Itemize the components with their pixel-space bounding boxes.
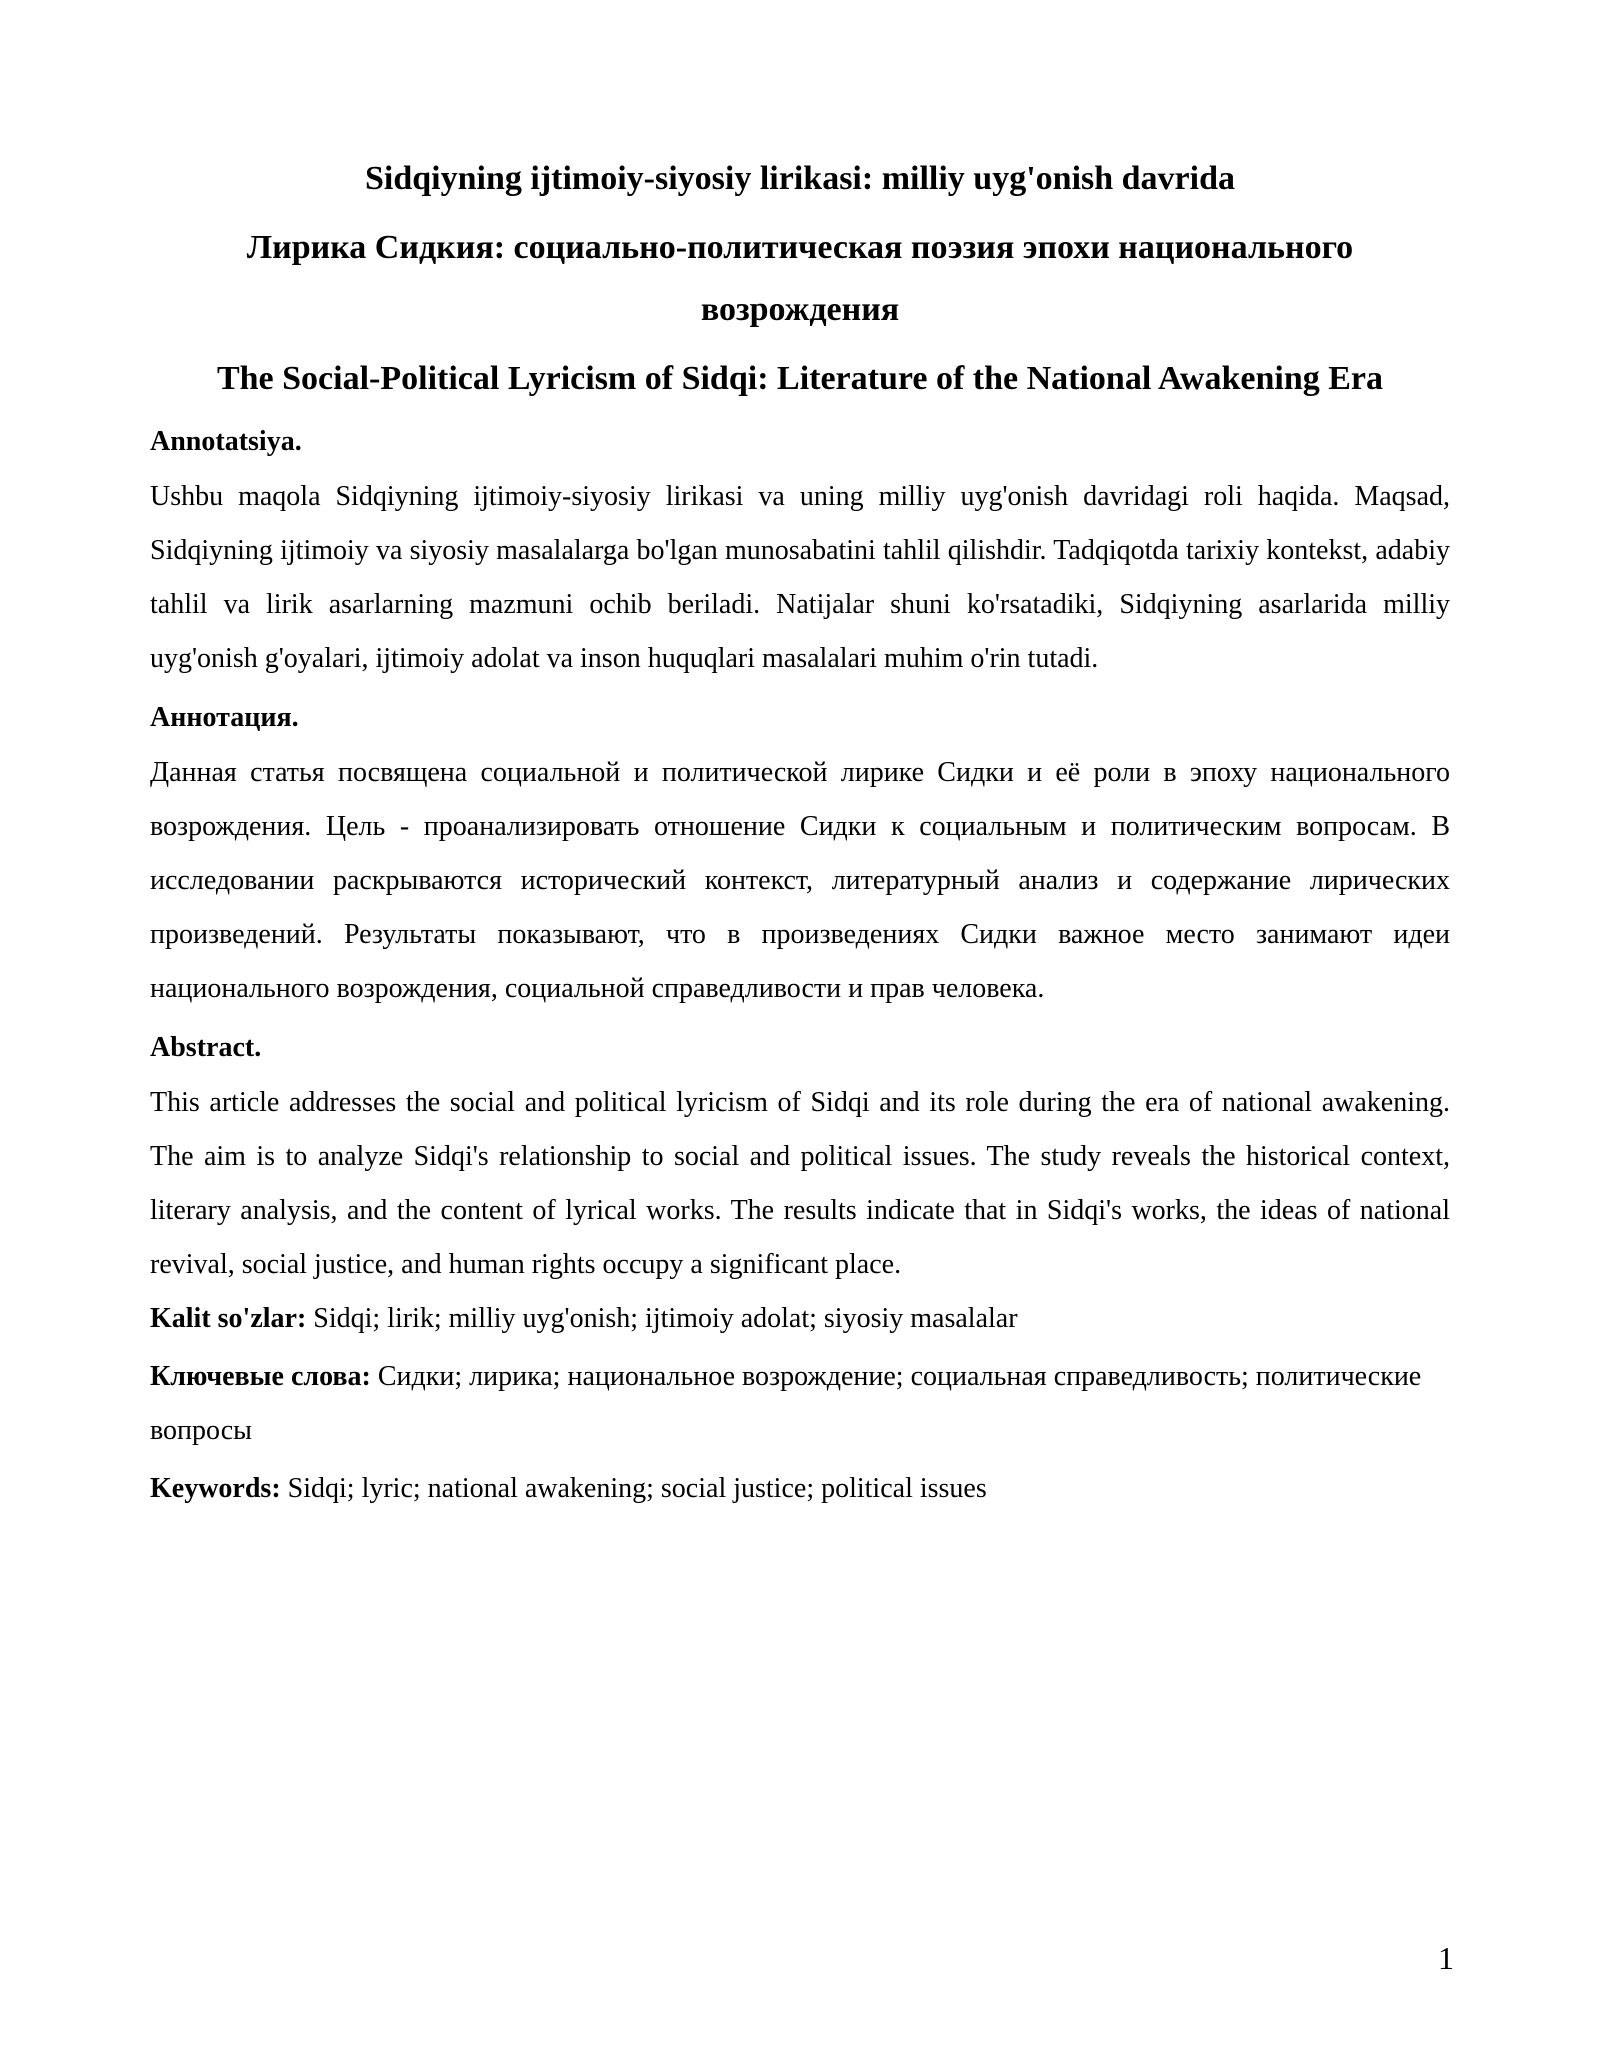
- keywords-english-text: Sidqi; lyric; national awakening; social justice; political issues: [280, 1473, 987, 1504]
- abstract-russian-heading: Аннотация.: [150, 702, 299, 733]
- abstract-uzbek: [150, 422, 1450, 686]
- abstract-english-heading: Abstract.: [150, 1032, 262, 1063]
- abstract-russian: [150, 698, 1450, 1016]
- keywords-russian: [150, 1350, 1450, 1458]
- abstract-english-text: This article addresses the social and political lyricism of Sidqi and its role during the era of national awakening. The aim is to analyze Sidqi's relationship to social and political issues. The study reveals the historical context, literary analysis, and the content of lyrical works. The results indicate that in Sidqi's works, the ideas of national revival, social justice, and human rights occupy a significant place.: [150, 1087, 1450, 1280]
- abstract-uzbek-text: Ushbu maqola Sidqiyning ijtimoiy-siyosiy lirikasi va uning milliy uyg'onish davridagi roli haqida. Maqsad, Sidqiyning ijtimoiy va siyosiy masalalarga bo'lgan munosabatini tahlil qilishdir. Tadqiqotda tarixiy kontekst, adabiy tahlil va lirik asarlarning mazmuni ochib beriladi. Natijalar shuni ko'rsatadiki, Sidqiyning asarlarida milliy uyg'onish g'oyalari, ijtimoiy adolat va inson huquqlari masalalari muhim o'rin tutadi.: [150, 481, 1450, 674]
- keywords-uzbek-text: Sidqi; lirik; milliy uyg'onish; ijtimoiy adolat; siyosiy masalalar: [306, 1303, 1018, 1334]
- document-page: [150, 148, 1450, 1516]
- abstract-uzbek-heading: Annotatsiya.: [150, 426, 302, 457]
- keywords-uzbek-label: Kalit so'zlar:: [150, 1303, 307, 1334]
- keywords-english: [150, 1462, 1450, 1516]
- title-russian: Лирика Сидкия: социально-политическая поэзия эпохи национального возрождения: [246, 229, 1354, 328]
- title-english: The Social-Political Lyricism of Sidqi: Literature of the National Awakening Era: [216, 360, 1384, 397]
- keywords-uzbek: [150, 1292, 1450, 1346]
- abstract-english: [150, 1028, 1450, 1292]
- abstract-russian-text: Данная статья посвящена социальной и политической лирике Сидки и её роли в эпоху национального возрождения. Цель - проанализировать отношение Сидки к социальным и политическим вопросам. В исследовании раскрываются исторический контекст, литературный анализ и содержание лирических произведений. Результаты показывают, что в произведениях Сидки важное место занимают идеи национального возрождения, социальной справедливости и прав человека.: [150, 757, 1450, 1004]
- title-uzbek: Sidqiyning ijtimoiy-siyosiy lirikasi: milliy uyg'onish davrida: [364, 160, 1236, 197]
- page-number: 1: [1438, 1940, 1454, 1976]
- keywords-russian-label: Ключевые слова:: [150, 1361, 371, 1392]
- keywords-russian-text: Сидки; лирика; национальное возрождение; социальная справедливость; политические вопросы: [150, 1361, 1422, 1446]
- keywords-english-label: Keywords:: [150, 1473, 281, 1504]
